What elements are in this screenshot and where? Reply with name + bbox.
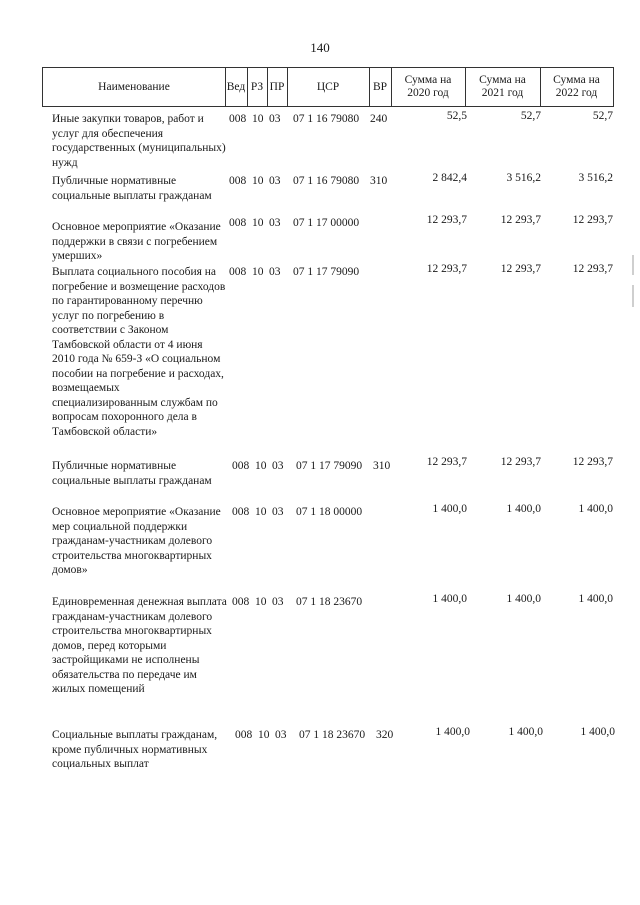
row-3-sum-2020: 12 293,7 (426, 214, 467, 226)
row-2-sum-2020: 2 842,4 (432, 172, 467, 184)
row-1-ved: 008 (229, 113, 247, 125)
row-5-sum-2021: 12 293,7 (500, 456, 541, 468)
row-1-vr: 240 (370, 113, 388, 125)
header-sum-2022: Сумма на 2022 год (553, 74, 600, 99)
header-sum-2021: Сумма на 2021 год (479, 74, 526, 99)
row-5-ved: 008 (232, 460, 250, 472)
row-8-vr: 320 (376, 729, 394, 741)
row-4-pr: 03 (269, 266, 281, 278)
row-7-rz: 10 (255, 596, 267, 608)
row-7-csr: 07 1 18 23670 (296, 596, 363, 608)
header-rz: РЗ (250, 80, 264, 93)
row-6-rz: 10 (255, 506, 267, 518)
row-7-ved: 008 (232, 596, 250, 608)
header-csr: ЦСР (316, 80, 340, 93)
header-sum-2020: Сумма на 2020 год (404, 74, 452, 99)
row-6-sum-2022: 1 400,0 (578, 503, 613, 515)
row-1-sum-2022: 52,7 (592, 110, 613, 122)
row-5-csr: 07 1 17 79090 (296, 460, 363, 472)
row-1-sum-2020: 52,5 (446, 110, 467, 122)
row-8-sum-2020: 1 400,0 (435, 726, 470, 738)
row-7-sum-2022: 1 400,0 (578, 593, 613, 605)
row-3-sum-2021: 12 293,7 (500, 214, 541, 226)
row-3-sum-2022: 12 293,7 (572, 214, 613, 226)
row-8-rz: 10 (258, 729, 270, 741)
row-1-rz: 10 (252, 113, 264, 125)
table-header (42, 67, 614, 107)
row-4-sum-2021: 12 293,7 (500, 263, 541, 275)
row-5-sum-2022: 12 293,7 (572, 456, 613, 468)
row-5-vr: 310 (373, 460, 391, 472)
row-6-name: Основное мероприятие «Оказание мер социальной поддержки гражданам-участникам долевого строительства многоквартирных домов» (52, 506, 221, 576)
row-7-pr: 03 (272, 596, 284, 608)
row-8-csr: 07 1 18 23670 (299, 729, 366, 741)
row-4-sum-2022: 12 293,7 (572, 263, 613, 275)
row-2-name: Публичные нормативные социальные выплаты гражданам (52, 175, 212, 202)
row-4-name: Выплата социального пособия на погребение и возмещение расходов по гарантированному перечню услуг по погребению в соответствии с Законом Тамбовской области от 4 июня 2010 года № 659-З «О социальном пособии на погребение и расходах, возмещаемых специализированным службам по вопросам похоронного дела в Тамбовской области» (52, 266, 226, 438)
row-4-csr: 07 1 17 79090 (293, 266, 360, 278)
row-2-pr: 03 (269, 175, 281, 187)
row-5-name: Публичные нормативные социальные выплаты гражданам (52, 460, 212, 487)
row-5-rz: 10 (255, 460, 267, 472)
row-6-ved: 008 (232, 506, 250, 518)
header-vr: ВР (372, 80, 388, 93)
row-1-pr: 03 (269, 113, 281, 125)
row-6-pr: 03 (272, 506, 284, 518)
header-ved: Вед (226, 80, 246, 93)
row-2-sum-2021: 3 516,2 (506, 172, 541, 184)
page-number: 140 (310, 40, 330, 55)
header-name: Наименование (98, 80, 170, 93)
row-3-rz: 10 (252, 217, 264, 229)
scan-artifact (632, 285, 634, 307)
row-6-csr: 07 1 18 00000 (296, 506, 363, 518)
row-8-pr: 03 (275, 729, 287, 741)
row-5-pr: 03 (272, 460, 284, 472)
row-3-csr: 07 1 17 00000 (293, 217, 360, 229)
row-8-name: Социальные выплаты гражданам, кроме публичных нормативных социальных выплат (52, 729, 218, 770)
row-2-rz: 10 (252, 175, 264, 187)
row-3-name: Основное мероприятие «Оказание поддержки в связи с погребением умерших» (52, 221, 221, 262)
row-2-sum-2022: 3 516,2 (578, 172, 613, 184)
row-2-vr: 310 (370, 175, 388, 187)
row-7-name: Единовременная денежная выплата гражданам-участникам долевого строительства многоквартирных домов, перед которыми застройщиками не исполнены обязательства по передаче им жилых помещений (52, 596, 227, 695)
row-5-sum-2020: 12 293,7 (426, 456, 467, 468)
row-4-rz: 10 (252, 266, 264, 278)
row-1-csr: 07 1 16 79080 (293, 113, 360, 125)
row-4-sum-2020: 12 293,7 (426, 263, 467, 275)
row-4-ved: 008 (229, 266, 247, 278)
row-1-name: Иные закупки товаров, работ и услуг для обеспечения государственных (муниципальных) нужд (52, 113, 226, 169)
row-3-ved: 008 (229, 217, 247, 229)
header-pr: ПР (269, 80, 285, 93)
row-2-ved: 008 (229, 175, 247, 187)
row-8-sum-2022: 1 400,0 (580, 726, 615, 738)
row-1-sum-2021: 52,7 (520, 110, 541, 122)
row-3-pr: 03 (269, 217, 281, 229)
scan-artifact (632, 255, 634, 275)
row-7-sum-2020: 1 400,0 (432, 593, 467, 605)
row-6-sum-2020: 1 400,0 (432, 503, 467, 515)
row-8-ved: 008 (235, 729, 253, 741)
row-6-sum-2021: 1 400,0 (506, 503, 541, 515)
row-7-sum-2021: 1 400,0 (506, 593, 541, 605)
row-2-csr: 07 1 16 79080 (293, 175, 360, 187)
row-8-sum-2021: 1 400,0 (508, 726, 543, 738)
